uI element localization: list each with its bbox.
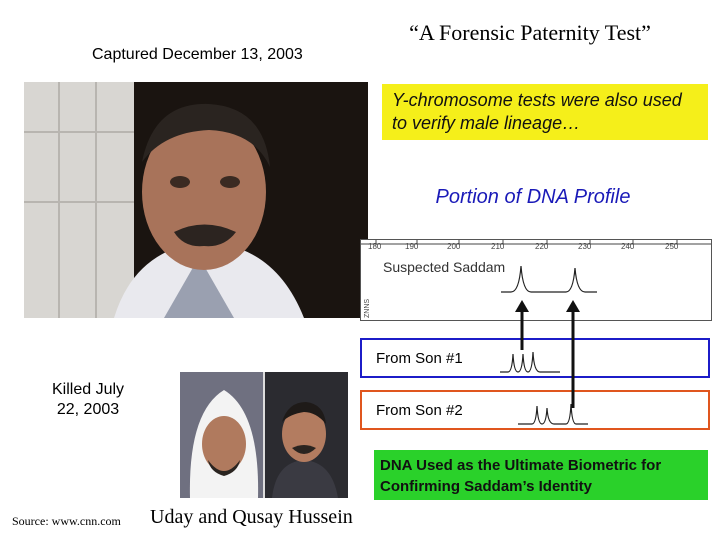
axis-tick-180: 180 xyxy=(368,242,382,251)
match-arrows xyxy=(500,296,590,436)
axis-tick-240: 240 xyxy=(621,242,635,251)
dna-profile-title: Portion of DNA Profile xyxy=(435,186,631,208)
arrow-up-icon xyxy=(515,300,529,312)
axis-tick-200: 200 xyxy=(447,242,461,251)
son1-label: From Son #1 xyxy=(376,350,463,367)
slide-title: “A Forensic Paternity Test” xyxy=(409,20,651,45)
biometric-note: DNA Used as the Ultimate Biometric for Confirming Saddam’s Identity xyxy=(374,450,708,500)
axis-tick-210: 210 xyxy=(491,242,505,251)
sons-photo xyxy=(180,372,348,498)
suspected-label: Suspected Saddam xyxy=(383,259,506,275)
captured-photo xyxy=(24,82,368,318)
killed-caption: Killed July 22, 2003 xyxy=(51,381,125,418)
source-credit: Source: www.cnn.com xyxy=(12,514,121,528)
y-chromosome-note: Y-chromosome tests were also used to verify male lineage… xyxy=(382,84,708,140)
axis-tick-230: 230 xyxy=(578,242,592,251)
svg-text:ZNNS: ZNNS xyxy=(364,298,371,318)
son2-label: From Son #2 xyxy=(376,402,463,419)
axis-tick-220: 220 xyxy=(535,242,549,251)
suspected-trace xyxy=(501,266,597,292)
axis-tick-190: 190 xyxy=(405,242,419,251)
arrow-up-icon xyxy=(566,300,580,312)
axis-tick-250: 250 xyxy=(665,242,679,251)
sons-caption: Uday and Qusay Hussein xyxy=(150,506,353,528)
captured-caption: Captured December 13, 2003 xyxy=(92,46,303,63)
